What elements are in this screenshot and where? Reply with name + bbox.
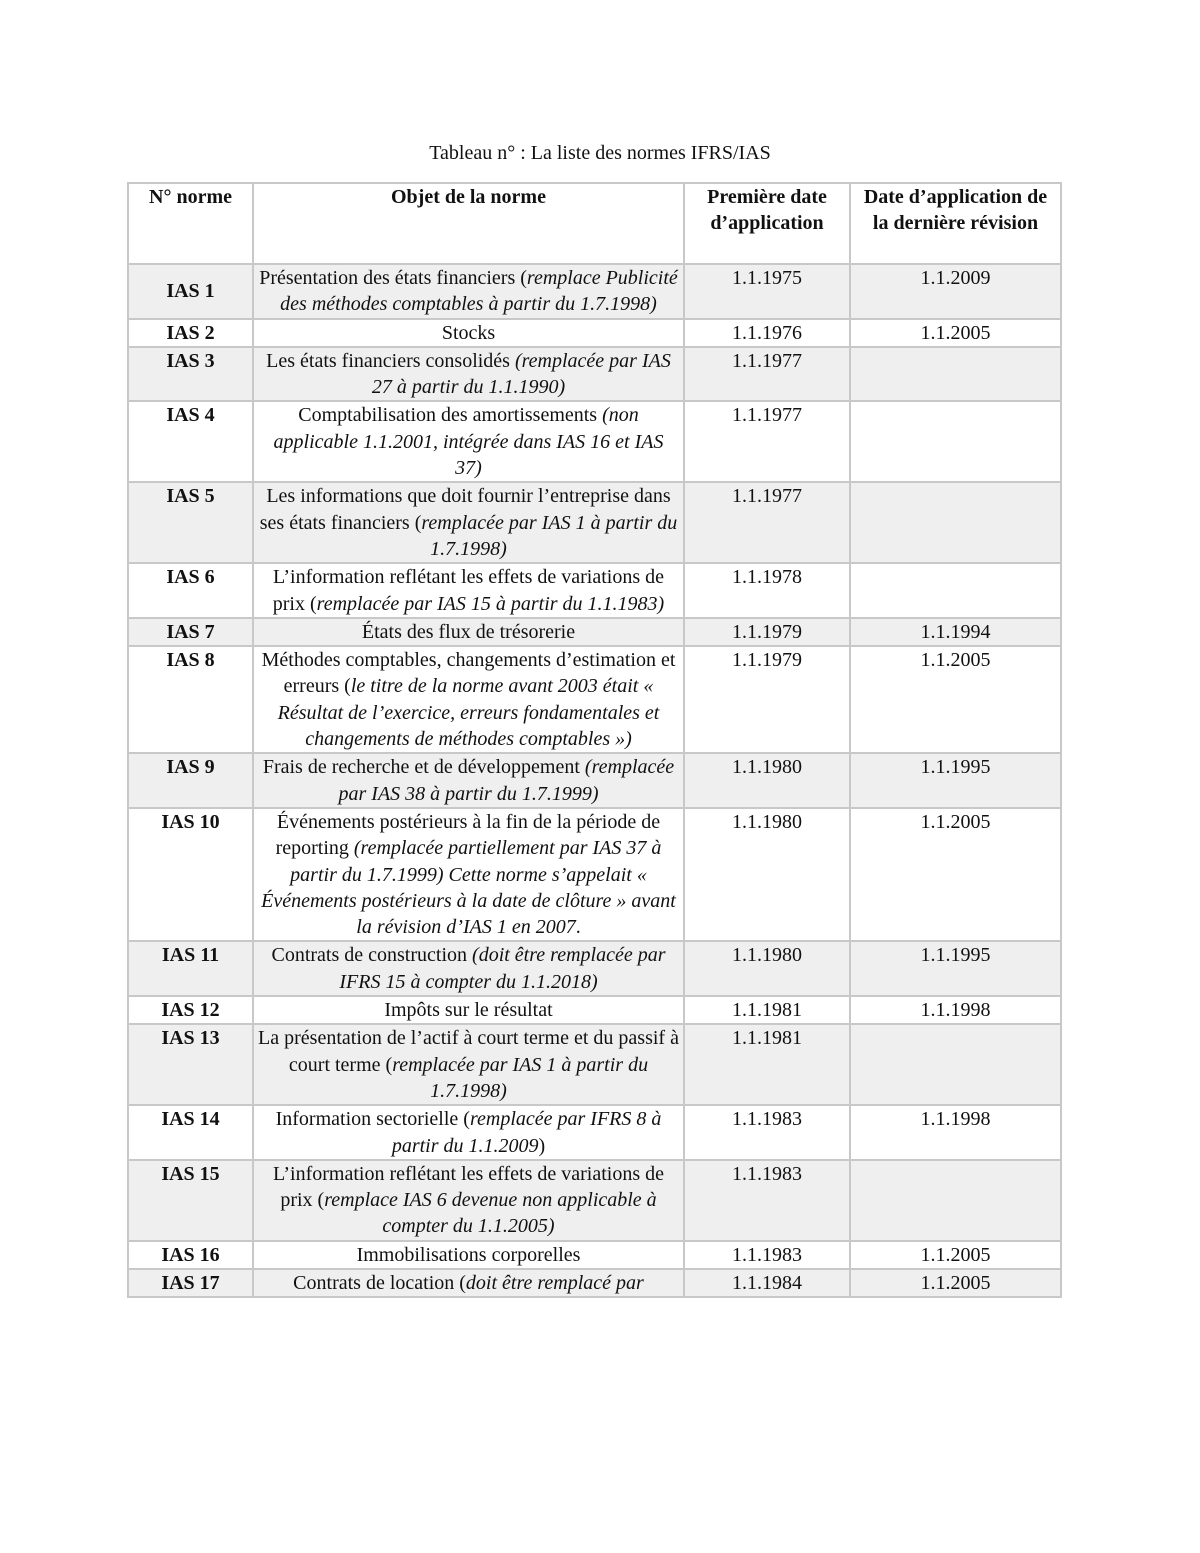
first-date: 1.1.1983 bbox=[684, 1105, 850, 1160]
norm-number: IAS 12 bbox=[128, 996, 253, 1024]
table-row bbox=[128, 563, 1061, 618]
last-revision: 1.1.1998 bbox=[850, 996, 1061, 1024]
last-revision: 1.1.2005 bbox=[850, 1269, 1061, 1297]
norm-number: IAS 16 bbox=[128, 1241, 253, 1269]
norm-object: Stocks bbox=[253, 319, 684, 347]
first-date: 1.1.1975 bbox=[684, 264, 850, 319]
norm-object: Information sectorielle (remplacée par IFRS 8 à partir du 1.1.2009) bbox=[253, 1105, 684, 1160]
header-row bbox=[128, 183, 1061, 264]
first-date: 1.1.1977 bbox=[684, 347, 850, 402]
header-num: N° norme bbox=[128, 183, 253, 264]
table-row bbox=[128, 1105, 1061, 1160]
norm-object: Contrats de location (doit être remplacé par bbox=[253, 1269, 684, 1297]
table-row bbox=[128, 401, 1061, 482]
norm-object: États des flux de trésorerie bbox=[253, 618, 684, 646]
first-date: 1.1.1981 bbox=[684, 996, 850, 1024]
table-row bbox=[128, 1024, 1061, 1105]
norm-object: Frais de recherche et de développement (remplacée par IAS 38 à partir du 1.7.1999) bbox=[253, 753, 684, 808]
last-revision: 1.1.1995 bbox=[850, 941, 1061, 996]
norm-number: IAS 1 bbox=[128, 264, 253, 319]
last-revision bbox=[850, 482, 1061, 563]
norm-object: Événements postérieurs à la fin de la période de reporting (remplacée partiellement par IAS 37 à partir du 1.7.1999) Cette norme s’appelait « Événements postérieurs à la date de clôture » avant la révision d’IAS 1 en 2007. bbox=[253, 808, 684, 941]
last-revision: 1.1.1998 bbox=[850, 1105, 1061, 1160]
first-date: 1.1.1980 bbox=[684, 808, 850, 941]
last-revision bbox=[850, 563, 1061, 618]
first-date: 1.1.1979 bbox=[684, 618, 850, 646]
last-revision: 1.1.1995 bbox=[850, 753, 1061, 808]
first-date: 1.1.1984 bbox=[684, 1269, 850, 1297]
norm-number: IAS 15 bbox=[128, 1160, 253, 1241]
header-first-date: Première date d’application bbox=[684, 183, 850, 264]
first-date: 1.1.1976 bbox=[684, 319, 850, 347]
table-row bbox=[128, 1160, 1061, 1241]
first-date: 1.1.1977 bbox=[684, 401, 850, 482]
table-row bbox=[128, 1241, 1061, 1269]
norm-object: La présentation de l’actif à court terme et du passif à court terme (remplacée par IAS 1 à partir du 1.7.1998) bbox=[253, 1024, 684, 1105]
last-revision: 1.1.2005 bbox=[850, 808, 1061, 941]
norm-object: Présentation des états financiers (remplace Publicité des méthodes comptables à partir du 1.7.1998) bbox=[253, 264, 684, 319]
norm-object: Les états financiers consolidés (remplacée par IAS 27 à partir du 1.1.1990) bbox=[253, 347, 684, 402]
norm-number: IAS 6 bbox=[128, 563, 253, 618]
first-date: 1.1.1980 bbox=[684, 941, 850, 996]
norm-number: IAS 4 bbox=[128, 401, 253, 482]
norm-number: IAS 5 bbox=[128, 482, 253, 563]
norm-number: IAS 7 bbox=[128, 618, 253, 646]
last-revision: 1.1.2005 bbox=[850, 319, 1061, 347]
last-revision bbox=[850, 347, 1061, 402]
first-date: 1.1.1979 bbox=[684, 646, 850, 753]
last-revision bbox=[850, 1024, 1061, 1105]
first-date: 1.1.1978 bbox=[684, 563, 850, 618]
table-row bbox=[128, 1269, 1061, 1297]
table-row bbox=[128, 482, 1061, 563]
table-row bbox=[128, 319, 1061, 347]
table-row bbox=[128, 618, 1061, 646]
norm-number: IAS 17 bbox=[128, 1269, 253, 1297]
table-row bbox=[128, 753, 1061, 808]
norm-object: Comptabilisation des amortissements (non applicable 1.1.2001, intégrée dans IAS 16 et IAS 37) bbox=[253, 401, 684, 482]
last-revision: 1.1.2005 bbox=[850, 1241, 1061, 1269]
norm-number: IAS 9 bbox=[128, 753, 253, 808]
table-caption: Tableau n° : La liste des normes IFRS/IAS bbox=[429, 142, 771, 164]
table-row bbox=[128, 808, 1061, 941]
norm-number: IAS 14 bbox=[128, 1105, 253, 1160]
table-row bbox=[128, 996, 1061, 1024]
table-row bbox=[128, 264, 1061, 319]
first-date: 1.1.1981 bbox=[684, 1024, 850, 1105]
first-date: 1.1.1983 bbox=[684, 1241, 850, 1269]
norm-object: Méthodes comptables, changements d’estimation et erreurs (le titre de la norme avant 2003 était « Résultat de l’exercice, erreurs fondamentales et changements de méthodes comptables ») bbox=[253, 646, 684, 753]
table-row bbox=[128, 646, 1061, 753]
last-revision bbox=[850, 1160, 1061, 1241]
norms-table bbox=[127, 182, 1062, 1298]
first-date: 1.1.1980 bbox=[684, 753, 850, 808]
norm-number: IAS 3 bbox=[128, 347, 253, 402]
last-revision: 1.1.1994 bbox=[850, 618, 1061, 646]
norm-object: L’information reflétant les effets de variations de prix (remplacée par IAS 15 à partir du 1.1.1983) bbox=[253, 563, 684, 618]
norm-number: IAS 10 bbox=[128, 808, 253, 941]
first-date: 1.1.1983 bbox=[684, 1160, 850, 1241]
norm-object: L’information reflétant les effets de variations de prix (remplace IAS 6 devenue non applicable à compter du 1.1.2005) bbox=[253, 1160, 684, 1241]
last-revision: 1.1.2005 bbox=[850, 646, 1061, 753]
header-object: Objet de la norme bbox=[253, 183, 684, 264]
header-last-revision: Date d’application de la dernière révision bbox=[850, 183, 1061, 264]
first-date: 1.1.1977 bbox=[684, 482, 850, 563]
last-revision: 1.1.2009 bbox=[850, 264, 1061, 319]
norm-number: IAS 8 bbox=[128, 646, 253, 753]
norm-object: Impôts sur le résultat bbox=[253, 996, 684, 1024]
table-row bbox=[128, 347, 1061, 402]
table-row bbox=[128, 941, 1061, 996]
norm-number: IAS 2 bbox=[128, 319, 253, 347]
norm-number: IAS 11 bbox=[128, 941, 253, 996]
norm-object: Contrats de construction (doit être remplacée par IFRS 15 à compter du 1.1.2018) bbox=[253, 941, 684, 996]
last-revision bbox=[850, 401, 1061, 482]
norm-object: Immobilisations corporelles bbox=[253, 1241, 684, 1269]
norm-number: IAS 13 bbox=[128, 1024, 253, 1105]
norm-object: Les informations que doit fournir l’entreprise dans ses états financiers (remplacée par IAS 1 à partir du 1.7.1998) bbox=[253, 482, 684, 563]
